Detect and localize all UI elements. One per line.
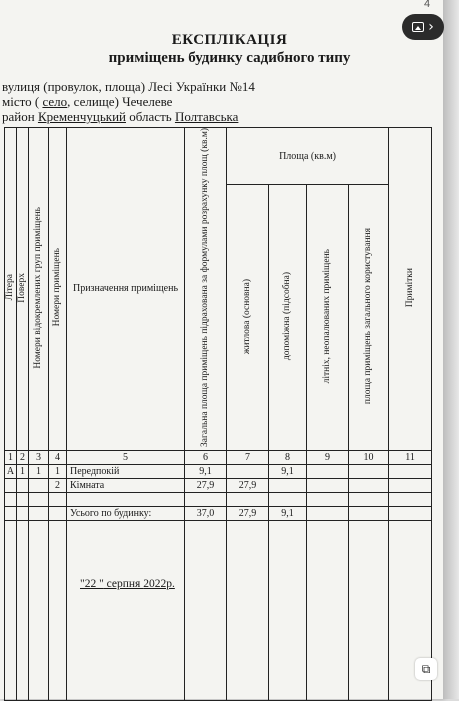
cell-summer (307, 464, 349, 478)
cell-litera: А (5, 464, 17, 478)
total-aux: 9,1 (269, 506, 307, 520)
settlement-line (2, 94, 172, 110)
col-number: 4 (49, 450, 67, 464)
table-row (5, 478, 432, 492)
cell-room: 1 (49, 464, 67, 478)
header-notes: Примітки (389, 128, 432, 451)
cell-poverkh: 1 (17, 464, 29, 478)
settlement-value: Чечелеве (122, 94, 173, 109)
total-living: 27,9 (227, 506, 269, 520)
cell-purpose: Передпокій (67, 464, 185, 478)
street-label: вулиця (провулок, площа) (2, 79, 149, 94)
header-living: житлова (основна) (227, 185, 269, 450)
explication-table (4, 127, 432, 701)
oblast-value: Полтавська (174, 109, 239, 124)
document-subtitle: приміщень будинку садибного типу (108, 50, 351, 66)
header-group-no: Номери відокремлених груп приміщень (29, 128, 49, 451)
date-year: 2022р. (143, 578, 175, 590)
document-date (80, 578, 175, 590)
date-day: "22 " (80, 578, 104, 590)
cell-common (349, 464, 389, 478)
header-litera: Літера (5, 128, 17, 451)
col-number: 6 (185, 450, 227, 464)
date-month: серпня (103, 578, 144, 590)
header-auxiliary: допоміжна (підсобна) (269, 185, 307, 450)
col-number: 8 (269, 450, 307, 464)
cell-notes (389, 464, 432, 478)
street-line (2, 79, 255, 95)
settlement-selected: село (42, 94, 68, 109)
cell-room: 2 (49, 478, 67, 492)
column-number-row (5, 450, 432, 464)
scan-text-icon[interactable]: ⧉ (415, 658, 437, 680)
document-title: ЕКСПЛІКАЦІЯ (171, 32, 288, 48)
cell-aux (269, 478, 307, 492)
cell-purpose: Кімната (67, 478, 185, 492)
header-total: Загальна площа приміщень підрахована за формулами розрахунку площ (кв.м) (185, 128, 227, 451)
cell-notes (389, 478, 432, 492)
total-label: Усього по будинку: (67, 506, 185, 520)
image-icon (412, 22, 424, 32)
table-row (5, 464, 432, 478)
cell-total: 9,1 (185, 464, 227, 478)
cell-living (227, 464, 269, 478)
cell-litera (5, 478, 17, 492)
cell-summer (307, 478, 349, 492)
chevron-right-icon: › (428, 19, 434, 35)
district-value: Кременчуцький (37, 109, 126, 124)
header-summer: літніх, неопалюваних приміщень (307, 185, 349, 450)
settlement-label-rest: , селище) (67, 94, 123, 109)
settlement-label: місто ( (2, 94, 43, 109)
col-number: 7 (227, 450, 269, 464)
header-purpose: Призначення приміщень (67, 128, 185, 451)
col-number: 1 (5, 450, 17, 464)
cell-total: 27,9 (185, 478, 227, 492)
col-number: 9 (307, 450, 349, 464)
col-number: 5 (67, 450, 185, 464)
col-number: 11 (389, 450, 432, 464)
table-row (5, 492, 432, 506)
cell-group (29, 478, 49, 492)
cell-group: 1 (29, 464, 49, 478)
district-line (2, 109, 238, 125)
oblast-label: область (126, 109, 175, 124)
total-area: 37,0 (185, 506, 227, 520)
header-area-group: Площа (кв.м) (227, 128, 389, 185)
col-number: 2 (17, 450, 29, 464)
page-edge (443, 0, 459, 699)
cell-common (349, 478, 389, 492)
cell-living: 27,9 (227, 478, 269, 492)
total-row (5, 506, 432, 520)
cell-poverkh (17, 478, 29, 492)
cell-aux: 9,1 (269, 464, 307, 478)
header-poverkh: Поверх (17, 128, 29, 451)
header-room-no: Номери приміщень (49, 128, 67, 451)
page-number: 4 (424, 0, 431, 10)
col-number: 3 (29, 450, 49, 464)
empty-rows (5, 520, 432, 700)
header-common: площа приміщень загального користування (349, 185, 389, 450)
district-label: район (2, 109, 38, 124)
street-value: Лесі Українки №14 (148, 79, 255, 94)
col-number: 10 (349, 450, 389, 464)
